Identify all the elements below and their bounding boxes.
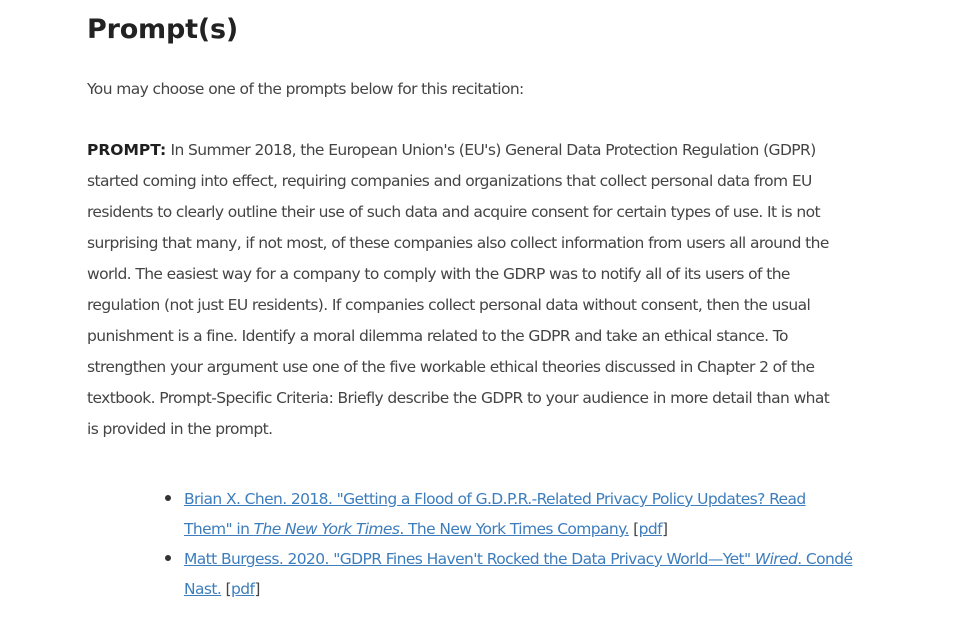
prompt-line: surprising that many, if not most, of these companies also collect information from users all around the bbox=[87, 234, 829, 252]
burgess-publication: Wired bbox=[754, 550, 798, 568]
reference-line bbox=[184, 514, 904, 544]
reference-item-chen bbox=[184, 484, 904, 544]
reference-line bbox=[184, 574, 904, 604]
burgess-title: Matt Burgess. 2020. "GDPR Fines Haven't Rocked the Data Privacy World—Yet" bbox=[184, 550, 755, 568]
burgess-pdf-link[interactable]: pdf bbox=[230, 580, 255, 598]
prompt-line: started coming into effect, requiring companies and organizations that collect personal data from EU bbox=[87, 172, 812, 190]
prompt-line: punishment is a fine. Identify a moral dilemma related to the GDPR and take an ethical stance. To bbox=[87, 327, 788, 345]
bullet-icon bbox=[165, 495, 171, 501]
pdf-bracket-close: ] bbox=[661, 520, 668, 538]
prompt-line: residents to clearly outline their use of such data and acquire consent for certain types of use. It is not bbox=[87, 203, 820, 221]
reference-line bbox=[184, 484, 904, 514]
burgess-article-link-continued[interactable]: Nast. bbox=[184, 580, 222, 598]
pdf-bracket-open: [ bbox=[221, 580, 231, 598]
pdf-bracket-open: [ bbox=[628, 520, 639, 538]
burgess-publisher-start: . Condé bbox=[797, 550, 853, 568]
burgess-article-link[interactable] bbox=[184, 550, 852, 568]
chen-article-link-continued[interactable] bbox=[184, 520, 629, 538]
prompt-line: textbook. Prompt-Specific Criteria: Briefly describe the GDPR to your audience in more detail than what bbox=[87, 389, 830, 407]
prompt-paragraph bbox=[87, 135, 877, 445]
chen-pdf-link[interactable]: pdf bbox=[638, 520, 662, 538]
prompt-line: regulation (not just EU residents). If companies collect personal data without consent, then the usual bbox=[87, 296, 811, 314]
prompt-line: world. The easiest way for a company to comply with the GDRP was to notify all of its users of the bbox=[87, 265, 790, 283]
page-heading: Prompt(s) bbox=[87, 14, 238, 45]
chen-article-link[interactable]: Brian X. Chen. 2018. "Getting a Flood of G.D.P.R.-Related Privacy Policy Updates? Read bbox=[184, 490, 806, 508]
prompt-line bbox=[87, 135, 877, 166]
reference-line bbox=[184, 544, 904, 574]
reference-item-burgess bbox=[184, 544, 904, 604]
chen-publication: The New York Times bbox=[253, 520, 400, 538]
prompt-label: PROMPT: bbox=[87, 141, 167, 159]
prompt-line-text: In Summer 2018, the European Union's (EU's) General Data Protection Regulation (GDPR) bbox=[166, 141, 816, 159]
prompt-line: strengthen your argument use one of the five workable ethical theories discussed in Chapter 2 of the bbox=[87, 358, 815, 376]
bullet-icon bbox=[165, 555, 171, 561]
intro-text: You may choose one of the prompts below for this recitation: bbox=[87, 80, 524, 98]
chen-title-end: Them" in bbox=[184, 520, 254, 538]
reference-list bbox=[184, 484, 904, 604]
pdf-bracket-close: ] bbox=[254, 580, 260, 598]
chen-publisher: . The New York Times Company. bbox=[399, 520, 629, 538]
prompt-line: is provided in the prompt. bbox=[87, 420, 273, 438]
